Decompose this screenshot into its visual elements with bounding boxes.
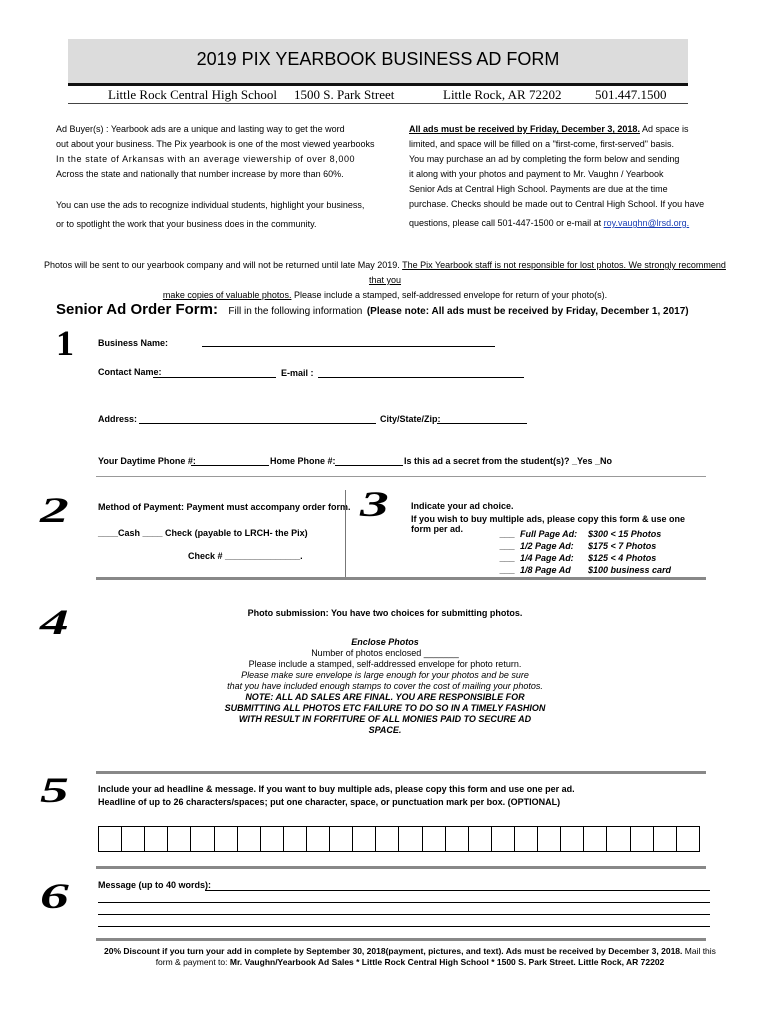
questions-text: questions, please call 501-447-1500 or e-mail at [409, 218, 604, 228]
contact-name-label: Contact Name: [98, 367, 162, 377]
headline-box[interactable] [99, 827, 122, 851]
ad-option-half[interactable] [500, 540, 671, 552]
headline-box[interactable] [607, 827, 630, 851]
contact-name-input[interactable] [153, 377, 276, 378]
headline-box[interactable] [584, 827, 607, 851]
headline-box[interactable] [399, 827, 422, 851]
headline-box[interactable] [492, 827, 515, 851]
photos-note [40, 258, 730, 303]
section4-rule [96, 771, 706, 774]
headline-box[interactable] [191, 827, 214, 851]
headline-box[interactable] [654, 827, 677, 851]
intro-left-line: You can use the ads to recognize individual students, highlight your business, [56, 200, 365, 210]
headline-box[interactable] [446, 827, 469, 851]
ad-option-full[interactable] [500, 528, 671, 540]
headline-box[interactable] [561, 827, 584, 851]
headline-instructions: Include your ad headline & message. If you want to buy multiple ads, please copy this form and use one per ad. [98, 784, 575, 794]
ad-option-size: 1/8 Page Ad [520, 565, 571, 575]
city-state-zip-label: City/State/Zip: [380, 414, 441, 424]
intro-left-line: or to spotlight the work that your business does in the community. [56, 219, 317, 229]
cash-check-option[interactable]: ____Cash ____ Check (payable to LRCH- the Pix) [98, 528, 308, 538]
final-note: SUBMITTING ALL PHOTOS ETC FAILURE TO DO SO IN A TIMELY FASHION [224, 703, 546, 713]
headline-box[interactable] [376, 827, 399, 851]
headline-box[interactable] [515, 827, 538, 851]
ad-option-eighth[interactable] [500, 564, 671, 576]
daytime-phone-input[interactable] [191, 465, 269, 466]
message-line[interactable] [98, 926, 710, 927]
section-number-2: 2 [40, 490, 69, 530]
final-note: NOTE: ALL AD SALES ARE FINAL. YOU ARE RESPONSIBLE FOR [245, 692, 525, 702]
mail-this-text: Mail this [682, 946, 716, 956]
email-label: E-mail : [281, 368, 314, 378]
intro-left-line: In the state of Arkansas with an average viewership of over 8,000 [56, 154, 356, 164]
envelope-note: that you have included enough stamps to cover the cost of mailing your photos. [227, 681, 543, 691]
final-note: SPACE. [368, 725, 402, 735]
photos-note-c: make copies of valuable photos. [162, 290, 292, 300]
headline-box[interactable] [168, 827, 191, 851]
envelope-note: Please make sure envelope is large enough for your photos and be sure [241, 670, 529, 680]
check-number-field[interactable]: Check # _______________. [188, 551, 303, 561]
multiple-ads-cont: per ad. [433, 524, 464, 534]
intro-right [409, 122, 729, 231]
ad-option-price: $300 < 15 Photos [588, 529, 662, 539]
photos-note-d: Please include a stamped, self-addressed envelope for return of your photo(s). [291, 290, 608, 300]
photos-note-b: The Pix Yearbook staff is not responsible for lost photos. We strongly recommend that you [368, 260, 726, 285]
address-input[interactable] [139, 423, 376, 424]
ad-option-blank: ___ [500, 529, 516, 539]
section-number-4: 4 [40, 602, 69, 642]
school-name: Little Rock Central High School [108, 87, 277, 102]
business-name-label: Business Name: [98, 338, 169, 348]
headline-limit: Headline of up to 26 characters/spaces; put one character, space, or punctuation mark per box. (OPTIONAL) [98, 797, 561, 807]
headline-box[interactable] [145, 827, 168, 851]
email-input[interactable] [318, 377, 524, 378]
header-rule [68, 103, 688, 104]
ad-option-size: 1/2 Page Ad: [520, 541, 574, 551]
photos-note-a: Photos will be sent to our yearbook company and will not be returned until late May 2019. [44, 260, 403, 270]
intro-right-line: You may purchase an ad by completing the form below and sending [409, 154, 680, 164]
deadline-tail: Ad space is [639, 124, 689, 134]
section-divider [345, 490, 346, 578]
ad-option-price: $175 < 7 Photos [588, 541, 657, 551]
headline-box[interactable] [353, 827, 376, 851]
business-name-input[interactable] [202, 346, 495, 347]
headline-box[interactable] [261, 827, 284, 851]
order-form-instruction: Fill in the following information [228, 306, 363, 317]
ad-option-blank: ___ [500, 541, 516, 551]
headline-boxes[interactable] [98, 826, 700, 852]
city-address: Little Rock, AR 72202 [443, 87, 562, 102]
daytime-phone-label: Your Daytime Phone #: [98, 456, 196, 466]
section6-rule [96, 938, 706, 941]
intro-left-line: Across the state and nationally that number increase by more than 60%. [56, 169, 344, 179]
section-number-5: 5 [40, 770, 69, 810]
phone-number: 501.447.1500 [595, 87, 667, 102]
ad-option-price: $125 < 4 Photos [588, 553, 657, 563]
message-line[interactable] [98, 902, 710, 903]
photo-submission-heading: Photo submission: You have two choices for submitting photos. [247, 608, 523, 618]
headline-box[interactable] [122, 827, 145, 851]
ad-option-blank: ___ [500, 565, 516, 575]
intro-left [56, 122, 406, 232]
ad-option-price: $100 business card [588, 565, 672, 575]
mail-to-address: Mr. Vaughn/Yearbook Ad Sales * Little Rock Central High School * 1500 S. Park Street. Little Rock, AR 72202 [229, 957, 665, 967]
payment-method-label: Method of Payment: Payment must accompany order form. [98, 502, 351, 512]
secret-question[interactable]: Is this ad a secret from the student(s)? _Yes _No [404, 456, 613, 466]
headline-box[interactable] [238, 827, 261, 851]
home-phone-label: Home Phone #: [270, 456, 336, 466]
headline-box[interactable] [631, 827, 654, 851]
message-line[interactable] [98, 914, 710, 915]
section23-rule [96, 577, 706, 580]
section-number-1: 1 [56, 323, 74, 363]
intro-right-line: limited, and space will be filled on a "first-come, first-served" basis. [409, 139, 674, 149]
street-address: 1500 S. Park Street [294, 87, 395, 102]
section1-rule [96, 476, 706, 477]
section5-rule [96, 866, 706, 869]
ad-options-list [500, 528, 671, 576]
headline-box[interactable] [215, 827, 238, 851]
intro-right-line: it along with your photos and payment to Mr. Vaughn / Yearbook [409, 169, 664, 179]
include-envelope: Please include a stamped, self-addressed envelope for photo return. [248, 659, 522, 669]
headline-box[interactable] [423, 827, 446, 851]
message-line[interactable] [205, 890, 710, 891]
photos-enclosed-field[interactable]: Number of photos enclosed _______ [311, 648, 459, 658]
order-form-heading: Senior Ad Order Form: [56, 301, 218, 318]
footer [100, 946, 720, 968]
ad-option-size: 1/4 Page Ad: [520, 553, 574, 563]
enclose-photos: Enclose Photos [351, 637, 419, 647]
headline-box[interactable] [677, 827, 699, 851]
intro-left-line: out about your business. The Pix yearbook is one of the most viewed yearbooks [56, 139, 375, 149]
headline-box[interactable] [538, 827, 561, 851]
ad-option-size: Full Page Ad: [520, 529, 578, 539]
headline-box[interactable] [284, 827, 307, 851]
multiple-ads-text: If you wish to buy multiple ads, please copy this form & use one form [411, 514, 686, 534]
ad-option-quarter[interactable] [500, 552, 671, 564]
photo-submission-body [100, 637, 670, 736]
message-label: Message (up to 40 words): [98, 880, 212, 890]
headline-box[interactable] [307, 827, 330, 851]
mail-to-label: form & payment to: [155, 957, 230, 967]
home-phone-input[interactable] [335, 465, 403, 466]
discount-text: 20% Discount if you turn your add in complete by September 30, 2018(payment, pictures, and text). Ads must be received by December 3, 2018. [104, 946, 683, 956]
order-form-note: (Please note: All ads must be received by Friday, December 1, 2017) [366, 306, 689, 317]
headline-box[interactable] [469, 827, 492, 851]
section-number-3: 3 [360, 484, 389, 524]
email-link[interactable]: roy.vaughn@lrsd.org. [603, 218, 690, 228]
section-number-6: 6 [40, 876, 69, 916]
order-form-heading-row [56, 301, 689, 319]
form-title: 2019 PIX YEARBOOK BUSINESS AD FORM [196, 49, 560, 69]
final-note: WITH RESULT IN FORFITURE OF ALL MONIES PAID TO SECURE AD [238, 714, 532, 724]
headline-box[interactable] [330, 827, 353, 851]
deadline-text: All ads must be received by Friday, December 3, 2018. [409, 124, 640, 134]
ad-choice-label: Indicate your ad choice. [411, 501, 514, 511]
city-state-zip-input[interactable] [437, 423, 527, 424]
intro-left-line: Ad Buyer(s) : Yearbook ads are a unique and lasting way to get the word [56, 124, 345, 134]
address-label: Address: [98, 414, 138, 424]
intro-right-line: purchase. Checks should be made out to Central High School. If you have [409, 199, 705, 209]
ad-option-blank: ___ [500, 553, 516, 563]
intro-right-line: Senior Ads at Central High School. Payments are due at the time [409, 184, 668, 194]
